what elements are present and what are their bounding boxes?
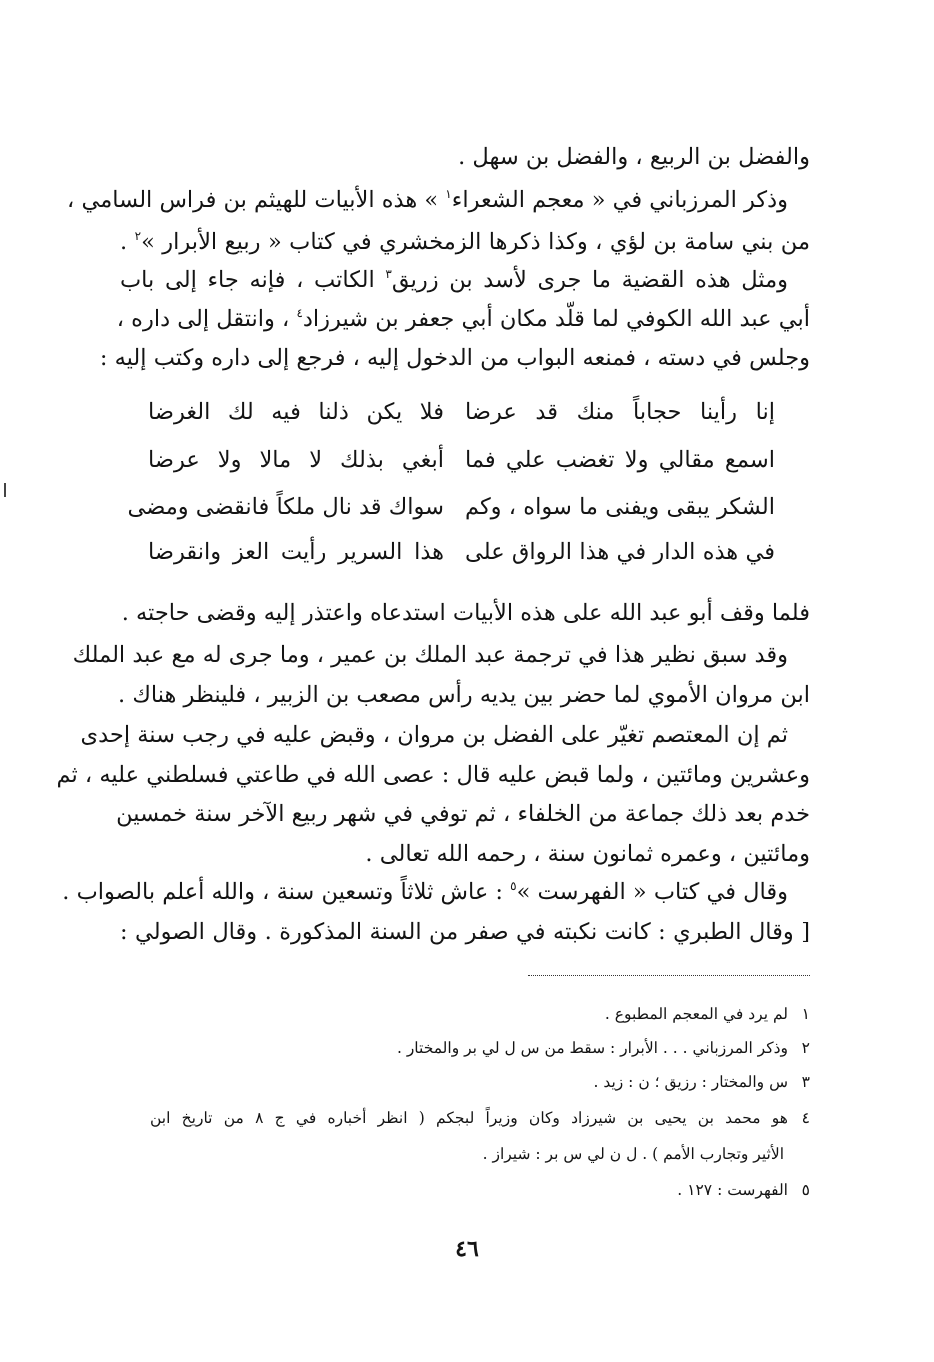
footnote-ref[interactable]: ٣: [385, 267, 392, 281]
text-line: ومائتين ، وعمره ثمانون سنة ، رحمه الله تعالى .: [365, 841, 810, 867]
footnote-number: ١: [801, 1005, 810, 1023]
footnote: ٥الفهرست : ١٢٧ .: [150, 1176, 810, 1204]
footnote-number: ٢: [801, 1039, 810, 1057]
verse-first-hemistich: الشكر يبقى ويفنى ما سواه ، وكم: [465, 494, 775, 520]
text-line: وجلس في دسته ، فمنعه البواب من الدخول إليه ، فرجع إلى داره وكتب إليه :: [99, 345, 810, 371]
footnote: ٢وذكر المرزباني . . . الأبرار : سقط من س ل لي بر والمختار .: [150, 1034, 810, 1062]
text-line: خدم بعد ذلك جماعة من الخلفاء ، ثم توفي في شهر ربيع الآخر سنة خمسين: [116, 801, 810, 827]
footnote-number: ٥: [801, 1181, 810, 1199]
verse-second-hemistich: فلا يكن ذلنا فيه لك الغرضا: [148, 399, 444, 425]
text-line: وقال في كتاب « الفهرست »$^٥$ : عاش ثلاثاً وتسعين سنة ، والله أعلم بالصواب .: [62, 879, 788, 905]
verse-first-hemistich: إنا رأينا حجاباً منك قد عرضا: [465, 399, 775, 425]
footnote-ref[interactable]: ٢: [134, 229, 142, 243]
text-line: ومثل هذه القضية ما جرى لأسد بن زريق$^٣$ الكاتب ، فإنه جاء إلى باب: [120, 267, 788, 293]
text-line: ابن مروان الأموي لما حضر بين يديه رأس مصعب بن الزبير ، فلينظر هناك .: [118, 682, 810, 708]
verse-second-hemistich: هذا السرير رأيت العز وانقرضا: [148, 539, 444, 565]
footnote: ١لم يرد في المعجم المطبوع .: [150, 1000, 810, 1028]
footnote-number: ٣: [801, 1073, 810, 1091]
text-line: أبي عبد الله الكوفي لما قلّد مكان أبي جعفر بن شيرزاد$^٤$ ، وانتقل إلى داره ،: [116, 306, 810, 332]
footnote: ٣س والمختار : رزيق ؛ ن : زيد .: [150, 1068, 810, 1096]
verse-first-hemistich: اسمع مقالي ولا تغضب علي فما: [465, 447, 775, 473]
text-line: وعشرين ومائتين ، ولما قبض عليه قال : عصى الله في طاعتي فسلطني عليه ، ثم: [56, 762, 810, 788]
footnote-ref[interactable]: ٥: [510, 879, 517, 893]
page-number: ٤٦: [455, 1236, 479, 1262]
text-line: ثم إن المعتصم تغيّر على الفضل بن مروان ، وقبض عليه في رجب سنة إحدى: [80, 722, 788, 748]
text-line: من بني سامة بن لؤي ، وكذا ذكرها الزمخشري في كتاب « ربيع الأبرار »$^٢$ .: [120, 229, 810, 255]
footnote-continuation: الأثير وتجارب الأمم ) . ل ن لي س بر : شيراز .: [482, 1145, 784, 1163]
verse-first-hemistich: في هذه الدار في هذا الرواق على: [465, 539, 775, 565]
footnote-separator: [528, 975, 810, 976]
footnote: ٤هو محمد بن يحيى بن شيرزاد وكان وزيراً لبجكم ( انظر أخباره في ج ٨ من تاريخ ابن: [150, 1104, 810, 1132]
scan-edge-mark: [4, 483, 6, 497]
text-line: فلما وقف أبو عبد الله على هذه الأبيات استدعاه واعتذر إليه وقضى حاجته .: [121, 600, 810, 626]
verse-second-hemistich: أبغي بذلك لا مالا ولا عرضا: [148, 447, 444, 473]
footnote-ref[interactable]: ١: [445, 187, 452, 201]
footnote-ref[interactable]: ٤: [296, 306, 303, 320]
text-line: وذكر المرزباني في « معجم الشعراء$^١$ » هذه الأبيات للهيثم بن فراس السامي ،: [67, 187, 788, 213]
text-line: والفضل بن الربيع ، والفضل بن سهل .: [458, 144, 810, 170]
text-line: وقد سبق نظير هذا في ترجمة عبد الملك بن عمير ، وما جرى له مع عبد الملك: [72, 642, 788, 668]
verse-second-hemistich: سواك قد نال ملكاً فانقضى ومضى: [127, 494, 444, 520]
footnote-number: ٤: [801, 1109, 810, 1127]
text-line: [ وقال الطبري : كانت نكبته في صفر من السنة المذكورة . وقال الصولي :: [120, 919, 810, 945]
